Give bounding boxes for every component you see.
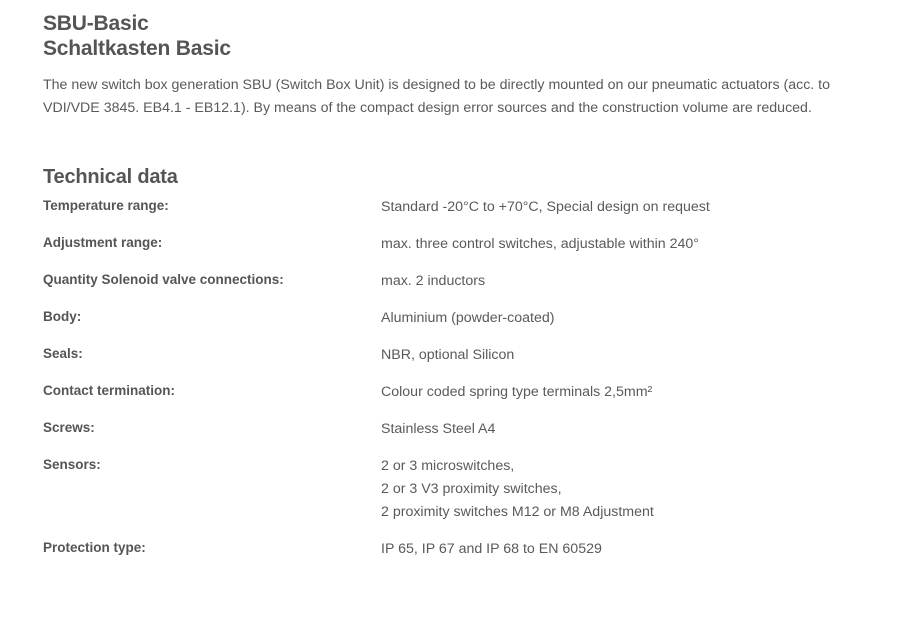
spec-row	[43, 196, 863, 233]
spec-value-line: 2 or 3 V3 proximity switches,	[381, 481, 562, 497]
spec-value	[381, 455, 863, 538]
spec-value-line: Aluminium (powder-coated)	[381, 310, 555, 326]
spec-label: Seals:	[43, 346, 83, 361]
spec-label: Adjustment range:	[43, 235, 163, 250]
spec-row	[43, 455, 863, 538]
spec-row	[43, 233, 863, 270]
spec-label: Quantity Solenoid valve connections:	[43, 272, 284, 287]
spec-row	[43, 538, 863, 575]
spec-value-line: max. 2 inductors	[381, 273, 486, 289]
spec-row	[43, 307, 863, 344]
spec-row	[43, 381, 863, 418]
spec-label: Screws:	[43, 420, 95, 435]
spec-label: Temperature range:	[43, 198, 169, 213]
technical-data-heading: Technical data	[43, 166, 178, 188]
spec-value-line: NBR, optional Silicon	[381, 347, 515, 363]
spec-value-line: Colour coded spring type terminals 2,5mm²	[381, 384, 653, 400]
spec-value-line: IP 65, IP 67 and IP 68 to EN 60529	[381, 541, 602, 557]
spec-value	[381, 270, 863, 307]
spec-value-line: Stainless Steel A4	[381, 421, 496, 437]
spec-value	[381, 233, 863, 270]
spec-value-line: 2 or 3 microswitches,	[381, 458, 515, 474]
spec-value-line: 2 proximity switches M12 or M8 Adjustment	[381, 504, 654, 520]
technical-data-table	[43, 196, 863, 575]
spec-value-line: Standard -20°C to +70°C, Special design on request	[381, 199, 710, 215]
spec-value	[381, 307, 863, 344]
spec-value	[381, 381, 863, 418]
spec-label: Sensors:	[43, 457, 101, 472]
product-title	[43, 11, 863, 61]
spec-row	[43, 270, 863, 307]
spec-row	[43, 418, 863, 455]
product-content	[43, 11, 863, 575]
spec-value	[381, 418, 863, 455]
product-title-line1: SBU-Basic	[43, 12, 149, 35]
spec-value	[381, 538, 863, 575]
spec-value-line: max. three control switches, adjustable within 240°	[381, 236, 699, 252]
spec-value	[381, 344, 863, 381]
spec-label: Contact termination:	[43, 383, 176, 398]
spec-label: Body:	[43, 309, 82, 324]
product-intro: The new switch box generation SBU (Switch Box Unit) is designed to be directly mounted on our pneumatic actuators (acc. to VDI/VDE 3845. EB4.1 - EB12.1). By means of the compact design error sources and the construction volume are reduced.	[43, 77, 831, 116]
spec-label: Protection type:	[43, 540, 146, 555]
spec-value	[381, 196, 863, 233]
spec-row	[43, 344, 863, 381]
product-title-line2: Schaltkasten Basic	[43, 37, 231, 60]
